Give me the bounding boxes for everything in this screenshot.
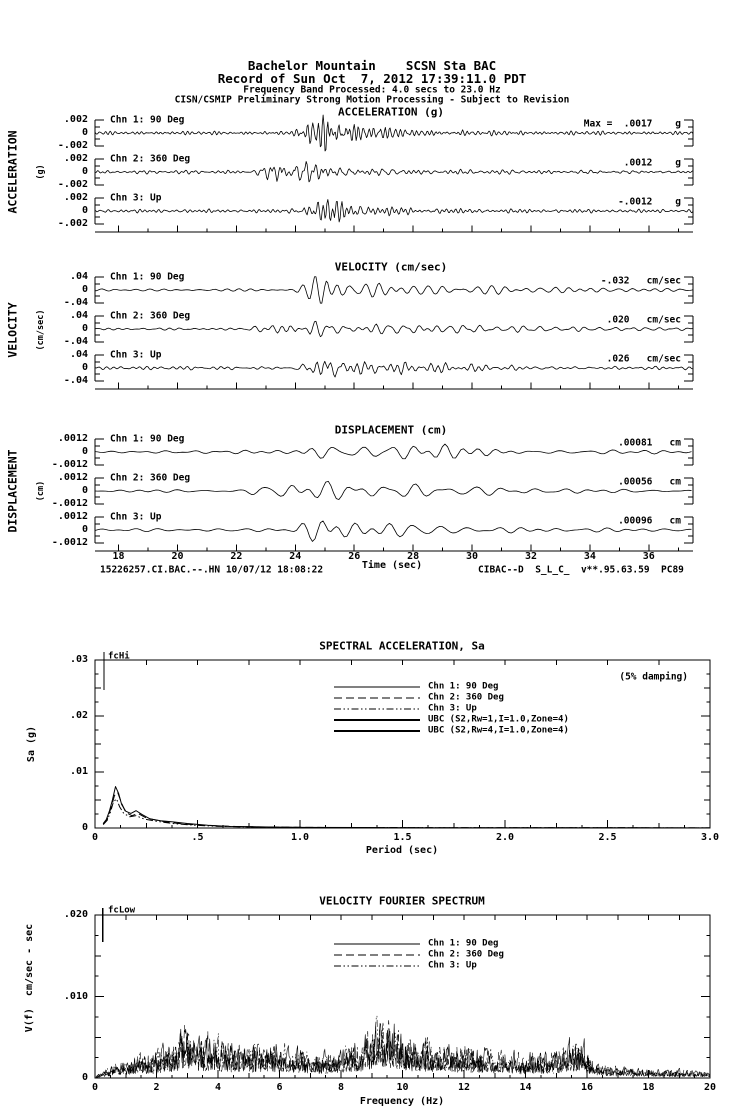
displacement-axis-unit: (cm) <box>35 480 46 502</box>
processing-note: CISN/CSMIP Preliminary Strong Motion Processing - Subject to Revision <box>174 94 570 106</box>
waveform-trace <box>95 521 692 541</box>
fourier-x-tick-label: 8 <box>337 1082 345 1093</box>
sa-x-tick-label: 2.0 <box>495 832 515 843</box>
sa-x-tick-label: .5 <box>191 832 204 843</box>
frequency-axis-label: Frequency (Hz) <box>359 1096 445 1107</box>
record-id-footer: 15226257.CI.BAC.--.HN 10/07/12 18:08:22 <box>100 564 324 576</box>
waveform-trace <box>95 361 693 377</box>
y-tick-label: 0 <box>81 362 88 373</box>
fourier-y-tick-label: 0 <box>81 1072 88 1083</box>
y-tick-label: -.002 <box>57 218 88 229</box>
plot-frame <box>95 660 710 828</box>
waveform-trace <box>95 481 692 499</box>
sa-y-tick-label: .01 <box>69 766 88 777</box>
y-tick-label: .002 <box>63 114 88 125</box>
velocity-axis-unit: (cm/sec) <box>35 309 46 351</box>
legend-label: Chn 1: 90 Deg <box>428 938 499 949</box>
fc-low-label: fcLow <box>108 905 136 916</box>
sa-title: SPECTRAL ACCELERATION, Sa <box>319 639 485 653</box>
y-tick-label: 0 <box>81 127 88 138</box>
time-axis-label: Time (sec) <box>361 560 423 571</box>
time-tick-label: 34 <box>583 551 596 562</box>
peak-value-label: .0012 g <box>623 157 681 169</box>
time-tick-label: 24 <box>289 551 302 562</box>
y-tick-label: .0012 <box>57 433 88 444</box>
y-tick-label: -.04 <box>63 297 88 308</box>
legend-label: Chn 3: Up <box>428 960 477 971</box>
y-tick-label: -.0012 <box>51 459 88 470</box>
waveform-trace <box>95 161 693 181</box>
sa-curve <box>103 787 710 828</box>
sa-x-tick-label: 1.0 <box>290 832 310 843</box>
fourier-title: VELOCITY FOURIER SPECTRUM <box>319 894 485 908</box>
frequency-band-note: Frequency Band Processed: 4.0 secs to 23.0 Hz <box>243 84 501 96</box>
velocity-title: VELOCITY (cm/sec) <box>334 260 448 274</box>
legend-label: UBC (S2,Rw=1,I=1.0,Zone=4) <box>428 714 569 725</box>
displacement-title: DISPLACEMENT (cm) <box>334 423 448 437</box>
channel-label: Chn 1: 90 Deg <box>110 271 185 283</box>
fourier-x-tick-label: 0 <box>91 1082 99 1093</box>
y-tick-label: -.002 <box>57 179 88 190</box>
sa-curve <box>103 792 710 828</box>
channel-label: Chn 1: 90 Deg <box>110 114 185 126</box>
y-tick-label: .04 <box>69 310 88 321</box>
period-axis-label: Period (sec) <box>365 845 439 856</box>
fourier-x-tick-label: 18 <box>642 1082 655 1093</box>
y-tick-label: -.04 <box>63 375 88 386</box>
channel-label: Chn 3: Up <box>110 511 162 523</box>
legend-label: UBC (S2,Rw=4,I=1.0,Zone=4) <box>428 725 569 736</box>
y-tick-label: -.0012 <box>51 537 88 548</box>
fourier-x-tick-label: 4 <box>214 1082 222 1093</box>
waveform-trace <box>95 444 692 459</box>
y-tick-label: 0 <box>81 205 88 216</box>
fourier-x-tick-label: 16 <box>580 1082 594 1093</box>
sa-x-tick-label: 3.0 <box>700 832 720 843</box>
legend-label: Chn 2: 360 Deg <box>428 692 504 703</box>
peak-value-label: -.0012 g <box>618 196 681 208</box>
displacement-axis-label: DISPLACEMENT <box>5 449 20 533</box>
fourier-x-tick-label: 14 <box>519 1082 532 1093</box>
sa-x-tick-label: 0 <box>91 832 99 843</box>
y-tick-label: -.002 <box>57 140 88 151</box>
sa-x-tick-label: 2.5 <box>598 832 617 843</box>
peak-value-label: Max = .0017 g <box>583 118 681 130</box>
time-tick-label: 30 <box>466 551 479 562</box>
y-tick-label: .0012 <box>57 511 88 522</box>
channel-label: Chn 3: Up <box>110 192 162 204</box>
channel-label: Chn 2: 360 Deg <box>110 153 191 165</box>
y-tick-label: .04 <box>69 349 88 360</box>
velocity-axis-label: VELOCITY <box>5 302 20 358</box>
peak-value-label: .00056 cm <box>618 476 681 488</box>
waveform-trace <box>95 321 693 336</box>
legend-label: Chn 3: Up <box>428 703 477 714</box>
fourier-y-tick-label: .020 <box>63 909 88 920</box>
fourier-x-tick-label: 10 <box>396 1082 409 1093</box>
sa-y-axis-label: Sa (g) <box>26 725 37 763</box>
y-tick-label: .0012 <box>57 472 88 483</box>
legend-label: Chn 2: 360 Deg <box>428 949 504 960</box>
fc-hi-label: fcHi <box>108 651 130 662</box>
time-tick-label: 36 <box>642 551 655 562</box>
station-title: Bachelor Mountain SCSN Sta BAC <box>247 57 497 73</box>
fourier-y-axis-label: V(f) cm/sec - sec <box>24 923 35 1033</box>
fourier-x-tick-label: 6 <box>276 1082 283 1093</box>
y-tick-label: .04 <box>69 271 88 282</box>
peak-value-label: .00096 cm <box>618 515 681 527</box>
y-tick-label: 0 <box>81 284 88 295</box>
channel-label: Chn 3: Up <box>110 349 162 361</box>
time-tick-label: 32 <box>524 551 537 562</box>
peak-value-label: .00081 cm <box>618 437 681 449</box>
time-tick-label: 22 <box>230 551 243 562</box>
y-tick-label: 0 <box>81 166 88 177</box>
y-tick-label: 0 <box>81 446 88 457</box>
processing-footer: CIBAC--D S_L_C_ v**.95.63.59 PC89 <box>478 564 684 576</box>
fourier-x-tick-label: 20 <box>703 1082 717 1093</box>
y-tick-label: .002 <box>63 192 88 203</box>
peak-value-label: -.032 cm/sec <box>600 275 681 287</box>
y-tick-label: -.04 <box>63 336 88 347</box>
peak-value-label: .020 cm/sec <box>606 314 681 326</box>
fourier-x-tick-label: 12 <box>457 1082 471 1093</box>
time-tick-label: 18 <box>112 551 125 562</box>
time-tick-label: 20 <box>171 551 184 562</box>
channel-label: Chn 2: 360 Deg <box>110 472 191 484</box>
fourier-x-tick-label: 2 <box>153 1082 160 1093</box>
y-tick-label: -.0012 <box>51 498 88 509</box>
time-tick-label: 28 <box>407 551 420 562</box>
sa-curve <box>103 799 710 828</box>
acceleration-title: ACCELERATION (g) <box>338 105 444 119</box>
y-tick-label: 0 <box>81 524 88 535</box>
sa-y-tick-label: .03 <box>69 654 88 665</box>
legend-label: Chn 1: 90 Deg <box>428 681 499 692</box>
sa-x-tick-label: 1.5 <box>393 832 412 843</box>
time-tick-label: 26 <box>348 551 361 562</box>
damping-note: (5% damping) <box>619 671 688 683</box>
sa-y-tick-label: .02 <box>69 710 88 721</box>
acceleration-axis-unit: (g) <box>35 164 46 180</box>
sa-y-tick-label: 0 <box>81 822 88 833</box>
acceleration-axis-label: ACCELERATION <box>5 130 20 214</box>
peak-value-label: .026 cm/sec <box>606 353 681 365</box>
channel-label: Chn 2: 360 Deg <box>110 310 191 322</box>
y-tick-label: 0 <box>81 323 88 334</box>
fourier-y-tick-label: .010 <box>63 990 88 1002</box>
record-datetime: Record of Sun Oct 7, 2012 17:39:11.0 PDT <box>217 70 527 86</box>
channel-label: Chn 1: 90 Deg <box>110 433 185 445</box>
y-tick-label: 0 <box>81 485 88 496</box>
y-tick-label: .002 <box>63 153 88 164</box>
